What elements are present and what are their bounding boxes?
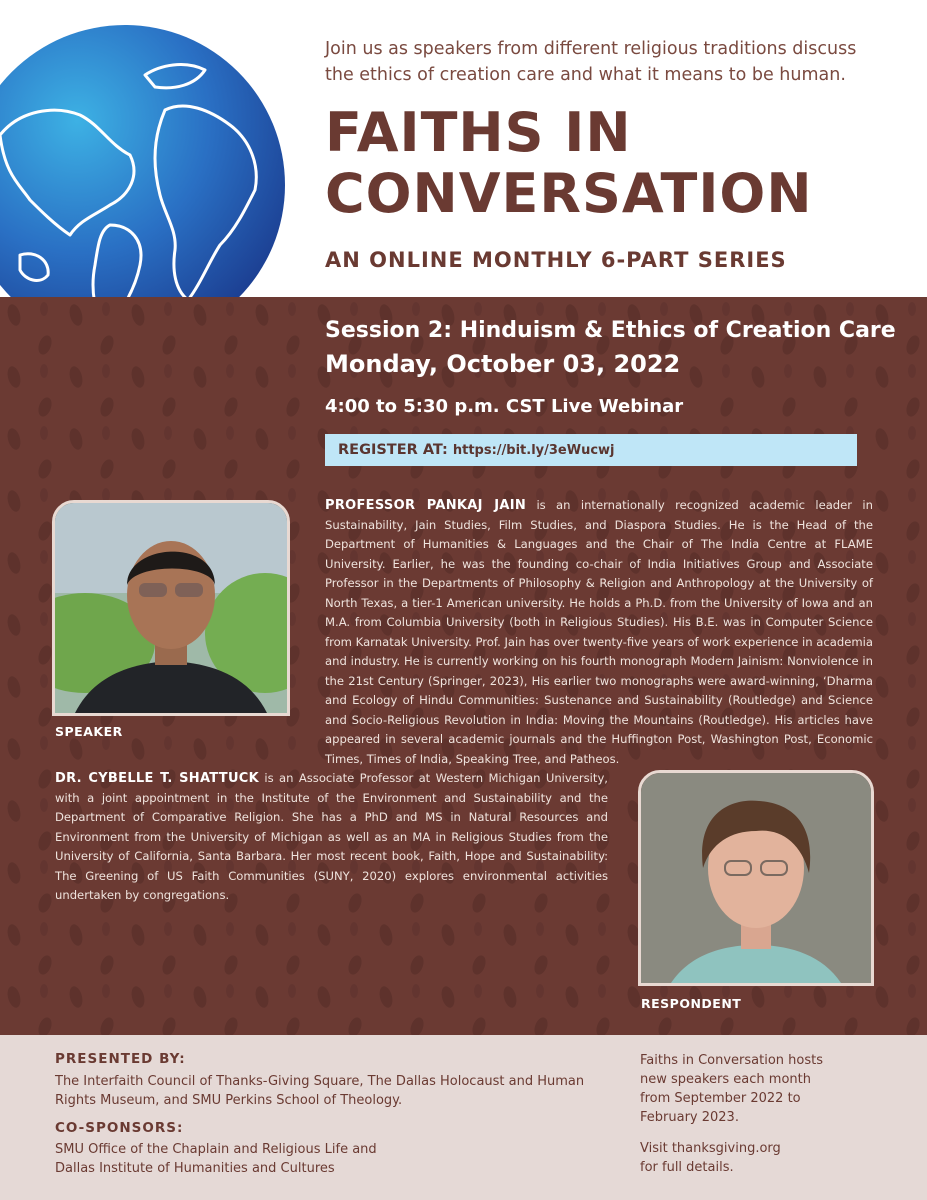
presented-line-1: The Interfaith Council of Thanks-Giving Square, The Dallas Holocaust and Human xyxy=(55,1074,585,1089)
respondent-photo xyxy=(638,770,874,986)
series-info-line-4: February 2023. xyxy=(640,1110,739,1125)
header-section xyxy=(0,0,927,297)
series-info-line-2: new speakers each month xyxy=(640,1072,811,1087)
title-line-1: FAITHS IN xyxy=(325,101,632,164)
series-info-line-1: Faiths in Conversation hosts xyxy=(640,1053,824,1068)
respondent-bio xyxy=(55,769,608,906)
cosponsors-heading: CO-SPONSORS: xyxy=(55,1120,184,1136)
speaker-bio-text: is an internationally recognized academic leader in Sustainability, Jain Studies, Film Studies, and Diaspora Studies. He is the Head of the Department of Humanities & Languages and the Chair of The India Centre at FLAME University. Earlier, he was the founding co-chair of India Initiatives Group and Associate Professor in the Departments of Philosophy & Religion and Anthropology at the University of North Texas, a tier-1 American university. He holds a Ph.D. from the University of Iowa and an M.A. from Columbia University (both in Religious Studies). His B.E. was in Computer Science from Karnatak University. Prof. Jain has over twenty-five years of work experience in academia and industry. He is currently working on his fourth monograph Modern Jainism: Nonviolence in the 21st Century (Springer, 2023), His earlier two monographs were award-winning, ‘Dharma and Ecology of Hindu Communities: Sustenance and Sustainability (Routledge) and Science and Socio-Religious Revolution in India: Moving the Mountains (Routledge). His articles have appeared in several academic journals and the Huffington Post, Washington Post, Economic Times, Times of India, Speaking Tree, and Patheos. xyxy=(325,498,873,766)
respondent-portrait xyxy=(641,773,871,983)
presented-heading: PRESENTED BY: xyxy=(55,1051,186,1067)
register-label: REGISTER AT: xyxy=(338,442,453,458)
register-link[interactable]: https://bit.ly/3eWucwj xyxy=(452,443,615,458)
speaker-portrait xyxy=(55,503,287,713)
speaker-bio xyxy=(325,496,873,769)
footer xyxy=(0,1035,927,1200)
event-time: 4:00 to 5:30 p.m. CST Live Webinar xyxy=(325,396,684,417)
title-line-2: CONVERSATION xyxy=(325,162,813,225)
respondent-name: DR. CYBELLE T. SHATTUCK xyxy=(55,771,260,786)
cosponsors-line-2: Dallas Institute of Humanities and Cultures xyxy=(55,1161,335,1176)
series-subtitle: AN ONLINE MONTHLY 6-PART SERIES xyxy=(325,248,787,272)
respondent-label: RESPONDENT xyxy=(641,996,742,1011)
speaker-photo xyxy=(52,500,290,716)
event-date: Monday, October 03, 2022 xyxy=(325,350,681,378)
presented-text xyxy=(55,1072,584,1110)
speaker-label: SPEAKER xyxy=(55,724,123,739)
series-info-line-3: from September 2022 to xyxy=(640,1091,801,1106)
series-info xyxy=(640,1051,823,1127)
visit-line-2: for full details. xyxy=(640,1160,734,1175)
visit-info xyxy=(640,1139,781,1177)
page-title xyxy=(325,102,925,224)
cosponsors-line-1: SMU Office of the Chaplain and Religious Life and xyxy=(55,1142,377,1157)
speaker-name: PROFESSOR PANKAJ JAIN xyxy=(325,498,527,513)
visit-line-1[interactable]: Visit thanksgiving.org xyxy=(640,1141,781,1156)
respondent-bio-text: is an Associate Professor at Western Michigan University, with a joint appointment in the Institute of the Environment and Sustainability and the Department of Comparative Religion. She has a PhD and MS in Natural Resources and Environment from the University of Michigan as well as an MA in Religious Studies from the University of California, Santa Barbara. Her most recent book, Faith, Hope and Sustainability: The Greening of US Faith Communities (SUNY, 2020) explores environmental activities undertaken by congregations. xyxy=(55,771,608,902)
intro-text: Join us as speakers from different religious traditions discuss the ethics of creation care and what it means to be human. xyxy=(325,39,857,85)
register-box xyxy=(325,434,857,466)
cosponsors-text xyxy=(55,1140,377,1178)
presented-line-2: Rights Museum, and SMU Perkins School of Theology. xyxy=(55,1093,403,1108)
session-title: Session 2: Hinduism & Ethics of Creation Care xyxy=(325,318,896,343)
